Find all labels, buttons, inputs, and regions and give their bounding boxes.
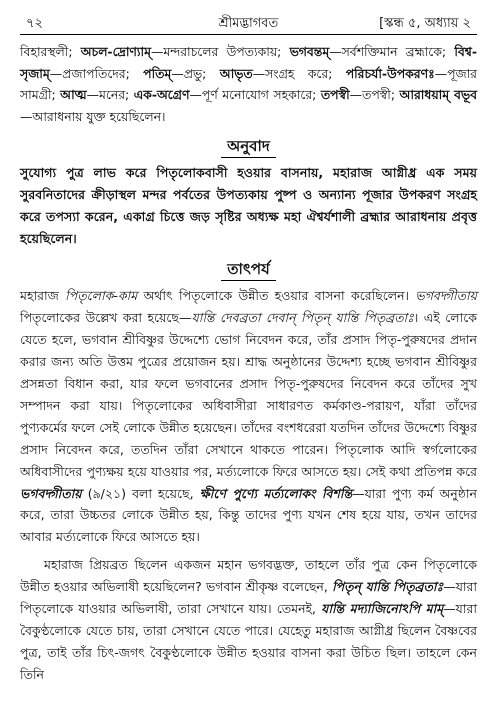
translation-heading: [20, 137, 477, 158]
gloss-text: —আরাধনায় যুক্ত হয়েছিলেন।: [20, 108, 166, 124]
purport-italic: যান্তি দেবব্রতা দেবান্ পিতৃন্ যান্তি পিতৃব্রতাঃ: [191, 310, 414, 326]
purport-italic: ক্ষীণে পুণ্যে মর্ত্যলোকং বিশন্তি: [199, 485, 353, 501]
page-header: [20, 10, 477, 32]
gloss-word: এক-অগ্রেণ: [133, 87, 190, 103]
gloss-word: আরাধয়াম্ বভূব: [399, 87, 477, 103]
purport-italic: ভগবদ্গীতায়: [20, 485, 82, 501]
purport-italic: পিতৃলোক-কাম: [65, 288, 138, 304]
purport-paragraph-1: [20, 285, 477, 548]
gloss-text: —তপস্বী;: [349, 87, 400, 103]
purport-text: মহারাজ: [20, 288, 66, 304]
translation-section: [20, 137, 477, 250]
gloss-text: —মনের;: [86, 87, 134, 103]
purport-text: —যারা পিতৃলোকে যাওয়ার অভিলাষী, তারা সেখানে যায়। তেমনই,: [20, 579, 478, 617]
purport-text: মহারাজ প্রিয়ব্রত ছিলেন একজন মহান ভগবদ্ভক্ত, তাহলে তাঁর পুত্র কেন পিতৃলোকে উন্নীত হওয়ার অভিলাষী হয়েছিলেন? ভগবান শ্রীকৃষ্ণ বলেছেন,: [20, 557, 477, 595]
purport-text: —যারা পুণ্য কর্ম অনুষ্ঠান করে, তারা উচ্চতর লোকে উন্নীত হয়, কিন্তু তাদের পুণ্য যখন শেষ হয়ে যায়, তখন তাদের আবার মর্ত্যলোকে ফিরে আসতে হয়।: [20, 485, 477, 545]
gloss-word: পতিম্: [143, 65, 172, 81]
purport-text: (৯/২১) বলা হয়েছে,: [81, 485, 200, 501]
purport-italic: ভগবদ্গীতায়: [415, 288, 477, 304]
chapter-reference: [স্কন্ধ ৫, অধ্যায় ২: [379, 16, 471, 31]
gloss-text: —পূর্ণ মনোযোগ সহকারে;: [189, 87, 321, 103]
purport-paragraph-2: [20, 554, 477, 685]
purport-heading: [20, 260, 477, 281]
gloss-word: আভৃত: [219, 65, 253, 81]
gloss-word: অচল-দ্রোণ্যাম্: [80, 44, 151, 59]
book-title: শ্রীমদ্ভাগবত: [218, 16, 279, 31]
gloss-word: পরিচর্যা-উপকরণঃ: [345, 65, 435, 81]
purport-text: অর্থাৎ পিতৃলোকে উন্নীত হওয়ার বাসনা করেছিলেন।: [137, 288, 416, 304]
synonyms-paragraph: [20, 41, 477, 127]
gloss-text: —সর্বশক্তিমান ব্রহ্মাকে;: [329, 44, 455, 59]
translation-text: সুযোগ্য পুত্র লাভ করে পিতৃলোকবাসী হওয়ার বাসনায়, মহারাজ আগ্নীধ্র এক সময় সুরবনিতাদের ক্রীড়াস্থল মন্দর পর্বতের উপত্যকায় পুষ্প ও অন্যান্য পূজার উপকরণ সংগ্রহ করে তপস্যা করেন, একাগ্র চিত্তে জড় সৃষ্টির অধ্যক্ষ মহা ঐশ্বর্যশালী ব্রহ্মার আরাধনায় প্রবৃত্ত হয়েছিলেন।: [20, 165, 477, 247]
gloss-text: —প্রজাপতিদের;: [49, 65, 144, 81]
purport-italic: পিতৃন্ যান্তি পিতৃব্রতাঃ: [332, 579, 444, 595]
translation-heading-text: অনুবাদ: [221, 137, 276, 158]
purport-heading-text: তাৎপর্য: [221, 260, 275, 281]
purport-text: —যারা বৈকুণ্ঠলোকে যেতে চায়, তারা সেখানে যেতে পারে। যেহেতু মহারাজ আগ্নীধ্র ছিলেন বৈষ্ণবের পুত্র, তাই তাঁর চিৎ-জগৎ বৈকুণ্ঠলোকে উন্নীত হওয়ার বাসনা করা উচিত ছিল। তাহলে কেন তিনি: [20, 601, 477, 682]
gloss-word: ভগবন্তম্: [289, 44, 330, 59]
purport-text: পিতৃলোকের উল্লেখ করা হয়েছে—: [20, 310, 192, 326]
gloss-text: বিহারস্থলী;: [20, 44, 81, 59]
gloss-text: —সংগ্রহ করে;: [252, 65, 346, 81]
purport-text: । এই লোকে যেতে হলে, ভগবান শ্রীবিষ্ণুর উদ্দেশ্যে ভোগ নিবেদন করে, তাঁর প্রসাদ পিতৃ-পুরুষদের প্রদান করার জন্য অতি উত্তম পুত্রের প্রয়োজন হয়। শ্রাদ্ধ অনুষ্ঠানের উদ্দেশ্য হচ্ছে ভগবান শ্রীবিষ্ণুর প্রসন্নতা বিধান করা, যার ফলে ভগবানের প্রসাদ পিতৃ-পুরুষদের নিবেদন করে তাঁদের সুখ সম্পাদন করা যায়। পিতৃলোকের অধিবাসীরা সাধারণত কর্মকাণ্ড-পরায়ণ, যাঁরা তাঁদের পুণ্যকর্মের ফলে সেই লোকে উন্নীত হয়েছেন। তাঁদের বংশধরেরা যতদিন তাঁদের উদ্দেশ্যে বিষ্ণুর প্রসাদ নিবেদন করে, ততদিন তাঁরা সেখানে থাকতে পারেন। পিতৃলোক আদি স্বর্গলোকের অধিবাসীদের পুণ্যক্ষয় হয়ে যাওয়ার পর, মর্ত্যলোকে ফিরে আসতে হয়। সেই কথা প্রতিপন্ন করে: [20, 310, 477, 479]
gloss-text: —প্রভু;: [171, 65, 220, 81]
gloss-word: বিশ্ব-সৃজাম্: [20, 44, 477, 81]
page-number: ৭২: [26, 16, 43, 31]
gloss-word: আত্ম: [60, 87, 87, 103]
gloss-word: তপস্বী: [320, 87, 350, 103]
purport-italic: যান্তি মদ্যাজিনোঽপি মাম্: [321, 601, 444, 617]
gloss-text: —মন্দরাচলের উপত্যকায়;: [151, 44, 290, 59]
gloss-text: —পূজার সামগ্রী;: [20, 65, 477, 103]
purport-section: [20, 260, 477, 685]
